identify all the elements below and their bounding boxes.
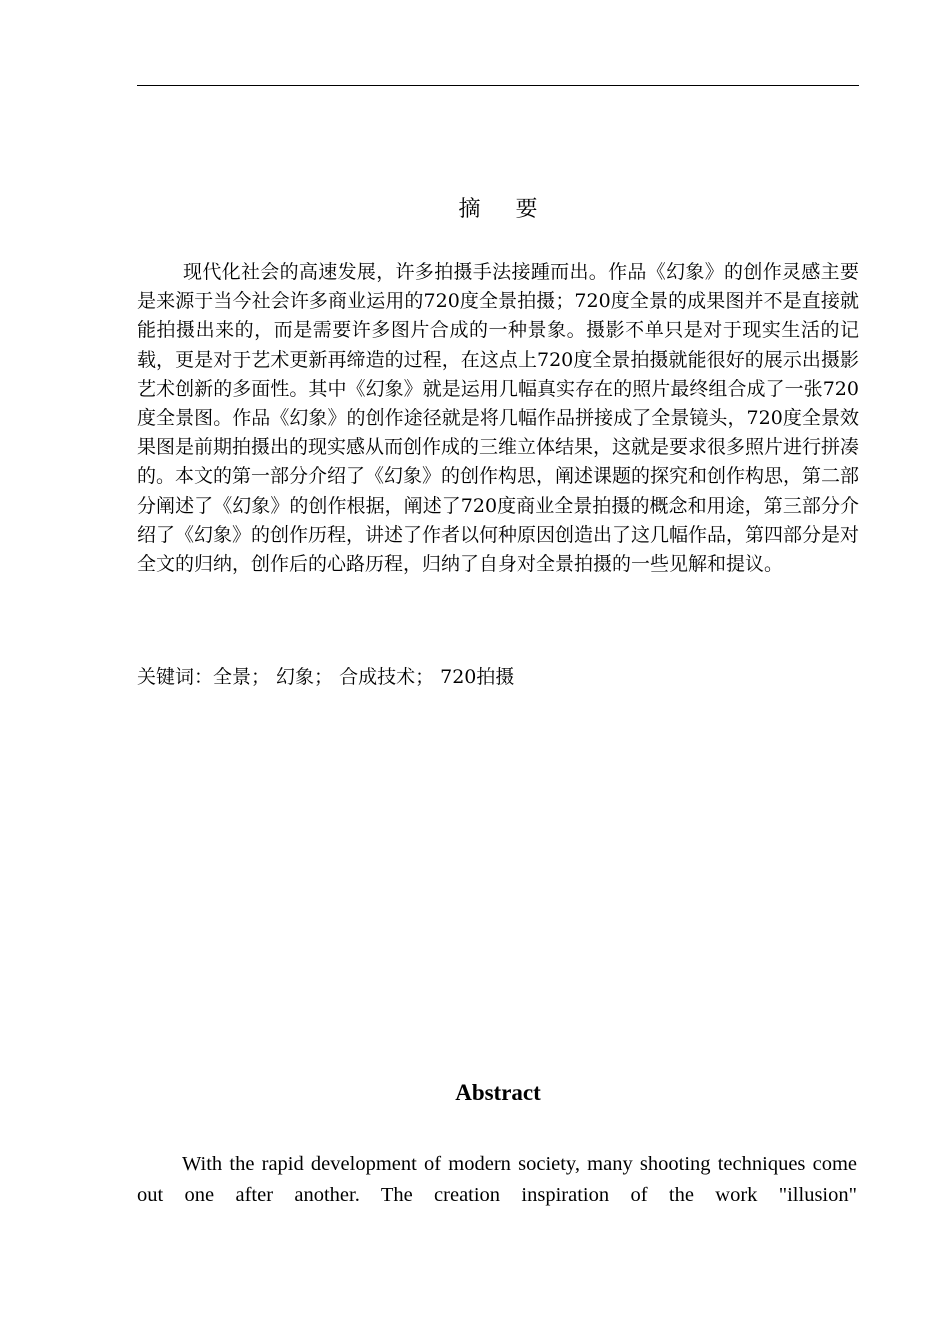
header-rule <box>137 85 859 86</box>
chinese-abstract-title: 摘 要 <box>458 197 552 222</box>
english-abstract-title: Abstract <box>455 1080 541 1105</box>
chinese-abstract-body: 现代化社会的高速发展，许多拍摄手法接踵而出。作品《幻象》的创作灵感主要是来源于当今社会许多商业运用的720度全景拍摄；720度全景的成果图并不是直接就能拍摄出来的，而是需要许多图片合成的一种景象。摄影不单只是对于现实生活的记载，更是对于艺术更新再缔造的过程，在这点上720度全景拍摄就能很好的展示出摄影艺术创新的多面性。其中《幻象》就是运用几幅真实存在的照片最终组合成了一张720度全景图。作品《幻象》的创作途径就是将几幅作品拼接成了全景镜头，720度全景效果图是前期拍摄出的现实感从而创作成的三维立体结果，这就是要求很多照片进行拼凑的。本文的第一部分介绍了《幻象》的创作构思，阐述课题的探究和创作构思，第二部分阐述了《幻象》的创作根据，阐述了720度商业全景拍摄的概念和用途，第三部分介绍了《幻象》的创作历程，讲述了作者以何种原因创造出了这几幅作品，第四部分是对全文的归纳，创作后的心路历程，归纳了自身对全景拍摄的一些见解和提议。 <box>137 261 860 576</box>
keywords-value: 全景； 幻象； 合成技术； 720拍摄 <box>213 666 515 688</box>
keywords-label: 关键词： <box>137 666 214 688</box>
keywords-line <box>137 664 859 690</box>
english-abstract-body: With the rapid development of modern society, many shooting techniques come out one after another. The creation inspiration of the work "illusion" <box>137 1153 857 1206</box>
